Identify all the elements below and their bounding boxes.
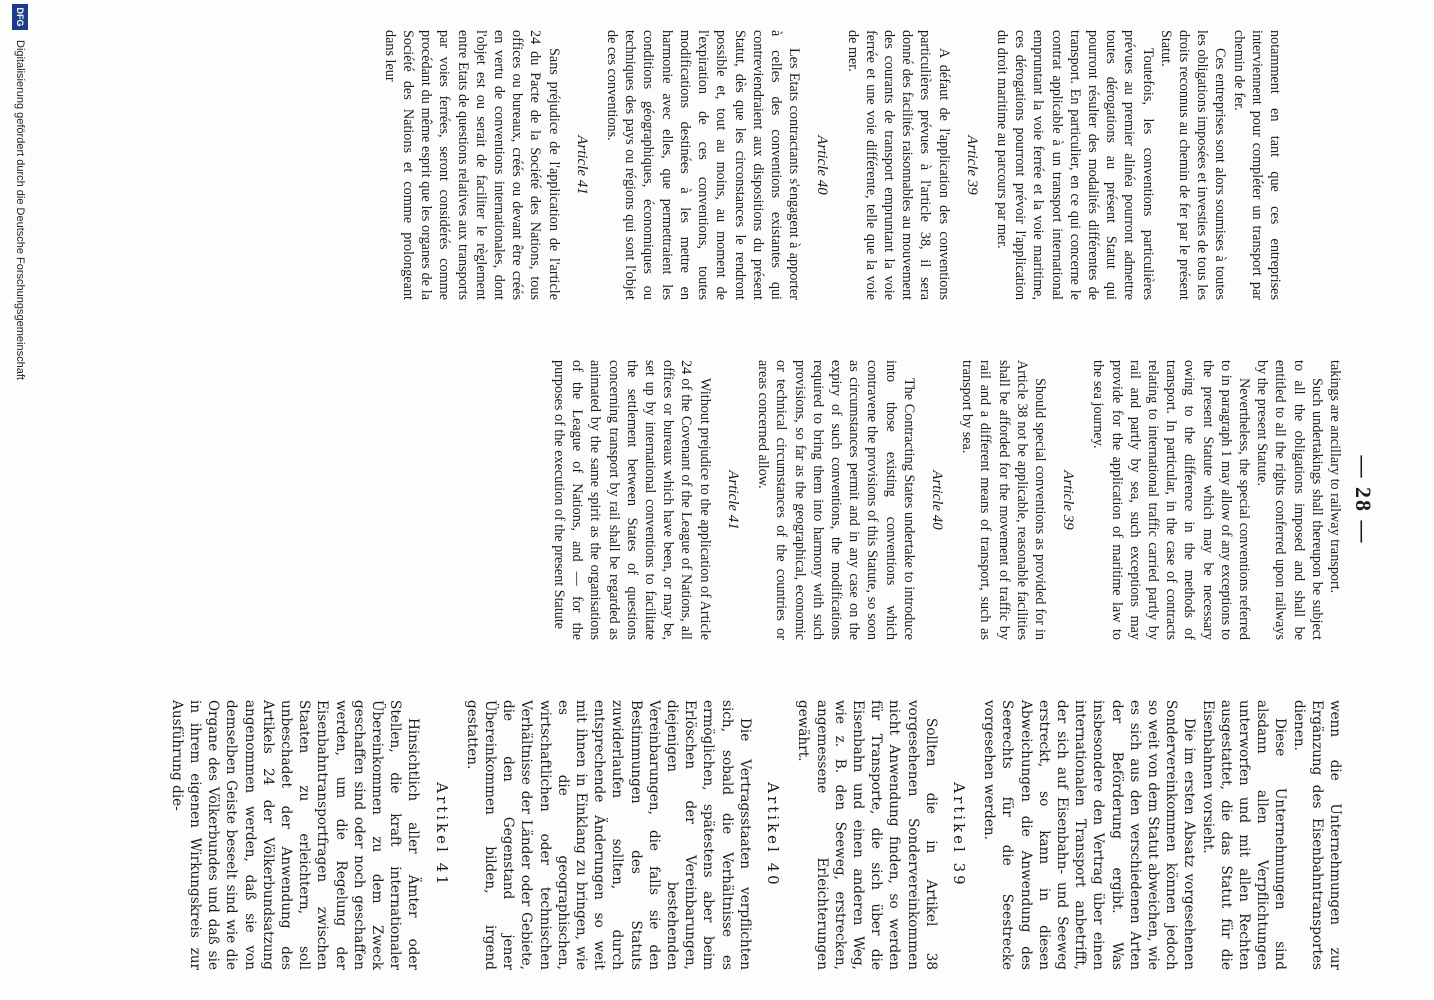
english-column <box>174 360 1344 640</box>
english-article-41-heading: Article 41 <box>724 470 741 530</box>
german-paragraph: Die im ersten Absatz vorgesehenen Sondervereinkommen können jedoch so weit von dem Statut abweichen, wie es sich aus den verschiedenen Arten der Beförderung ergibt. Was insbesondere den Vertrag über einen internationalen Transport anbetrifft, der sich auf Eisenbahn- und Seeweg erstreckt, so kann in diesen Abweichungen die Anwendung des Seerechts für die Seestrecke vorgesehen werden. <box>981 700 1198 970</box>
german-paragraph: Die Vertragsstaaten verpflichten sich, sobald die Verhältnisse es ermöglichen, spätestens aber beim Erlöschen der Vereinbarungen, diejenigen bestehenden Vereinbarungen, die falls sie den Bestimmungen des Statuts zuwiderlaufen sollten, durch entsprechende Änderungen so weit mit ihnen in Einklang zu bringen, wie es die geographischen, wirtschaftlichen oder technischen Verhältnisse der Länder oder Gebiete, die den Gegenstand jener Übereinkommen bilden, irgend gestatten. <box>463 700 753 970</box>
english-article-39-heading: Article 39 <box>1060 470 1077 530</box>
french-article-41-heading: Article 41 <box>573 135 590 195</box>
french-column <box>114 30 1284 300</box>
english-paragraph: Without prejudice to the application of Article 24 of the Covenant of the League of Nations, all offices or bureaux which have been, or may be, set up by international conventions to facilitate the settlement between States of questions concerning transport by rail shall be regarded as animated by the same spirit as the organisations of the League of Nations, and — for the purposes of the execution of the present Statute <box>551 360 713 640</box>
german-paragraph: Diese Unternehmungen sind alsdann allen Verpflichtungen unterworfen und mit allen Rechten ausgestattet, die das Statut für die Eisenbahnen vorsieht. <box>1199 700 1289 970</box>
english-paragraph: Such undertakings shall thereupon be subject to all the obligations imposed and shall be entitled to all the rights conferred upon railways by the present Statute. <box>1254 360 1325 640</box>
dfg-logo: DFG <box>12 4 28 30</box>
german-paragraph: Hinsichtlich aller Ämter oder Stellen, die kraft internationaler Übereinkommen zu dem Zweck geschaffen sind oder noch geschaffen werden, um die Regelung der Eisenbahntransportfragen zwischen Staaten zu erleichtern, soll unbeschadet der Anwendung des Artikels 24 der Völkerbundsatzung angenommen werden, daß sie von demselben Geiste beseelt sind wie die Organe des Völkerbundes und daß sie in ihrem eigenen Wirkungskreis zur Ausführung die- <box>168 700 422 970</box>
digitization-credit: Digitalisierung gefördert durch die Deutsche Forschungsgemeinschaft <box>14 40 26 380</box>
french-paragraph: Ces entreprises sont alors soumises à toutes les obligations imposées et investies de tous les droits reconnus au chemin de fer par le présent Statut. <box>1157 30 1229 300</box>
german-article-40-heading: Artikel 40 <box>764 782 783 888</box>
french-paragraph: Toutefois, les conventions particulières prévues au premier alinéa pourront admettre toutes dérogations au présent Statut qui pourront résulter des modalités différentes de transport. En particulier, en ce qui concerne le contrat applicable à un transport international empruntant la voie ferrée et la voie maritime, ces dérogations pourront prévoir l'application du droit maritime au parcours par mer. <box>993 30 1156 300</box>
german-column <box>168 700 1344 970</box>
german-article-39-heading: Artikel 39 <box>949 782 968 888</box>
english-paragraph: Nevertheless, the special conventions referred to in paragraph 1 may allow of any exceptions to the present Statute which may be necessary owing to the difference in the methods of transport. In particular, in the case of contracts relating to international traffic carried partly by rail and partly by sea, such exceptions may provide for the application of maritime law to the sea journey. <box>1090 360 1252 640</box>
english-paragraph: Should special conventions as provided for in Article 38 not be applicable, reasonable facilities shall be afforded for the movement of traffic by rail and a different means of transport, such as transport by sea. <box>959 360 1048 640</box>
french-paragraph: A défaut de l'application des conventions particulières prévues à l'article 38, il sera donné des facilités raisonnables au mouvement des courants de transport empruntant la voie ferrée et une voie différente, telle que la voie de mer. <box>844 30 952 300</box>
german-article-41-heading: Artikel 41 <box>432 782 451 888</box>
french-paragraph: Les Etats contractants s'engagent à apporter à celles des conventions existantes qui contreviendraient aux dispositions du présent Statut, dès que les circonstances le rendront possible et, tout au moins, au moment de l'expiration de ces conventions, toutes modifications destinées à les mettre en harmonie avec elles, que permettraient les conditions géographiques, économiques ou techniques des pays ou régions qui sont l'objet de ces conventions. <box>604 30 803 300</box>
german-paragraph: wenn die Unternehmungen zur Ergänzung des Eisenbahntransportes dienen. <box>1290 700 1343 970</box>
page-number: — 28 — <box>1351 455 1376 545</box>
french-paragraph: notamment en tant que ces entreprises interviennent pour compléter un transport par chemin de fer. <box>1230 30 1283 300</box>
german-paragraph: Sollten die in Artikel 38 vorgesehenen Sondervereinkommen nicht Anwendung finden, so werden für Transporte, die sich über die Eisenbahn und einen anderen Weg, wie z. B. den Seeweg, erstrecken, angemessene Erleichterungen gewährt. <box>795 700 939 970</box>
digitization-footer <box>0 0 34 1000</box>
english-paragraph: takings are ancillary to railway transport. <box>1327 360 1343 594</box>
french-article-40-heading: Article 40 <box>814 135 831 195</box>
english-paragraph: The Contracting States undertake to introduce into those existing conventions which contravene the provisions of this Statute, so soon as circumstances permit and in any case on the expiry of such conventions, the modifications required to bring them into harmony with such provisions, so far as the geographical, economic or technical circumstances of the countries or areas concerned allow. <box>755 360 917 640</box>
french-paragraph: Sans préjudice de l'application de l'article 24 du Pacte de la Société des Nations, tous offices ou bureaux, créés ou devant être créés en vertu de conventions internationales, dont l'objet est ou serait de faciliter le règlement entre Etats de questions relatives aux transports par voies ferrées, seront considérés comme procédant du même esprit que les organes de la Société des Nations et comme prolongeant dans leur <box>381 30 562 300</box>
french-article-39-heading: Article 39 <box>963 135 980 195</box>
english-article-40-heading: Article 40 <box>928 470 945 530</box>
